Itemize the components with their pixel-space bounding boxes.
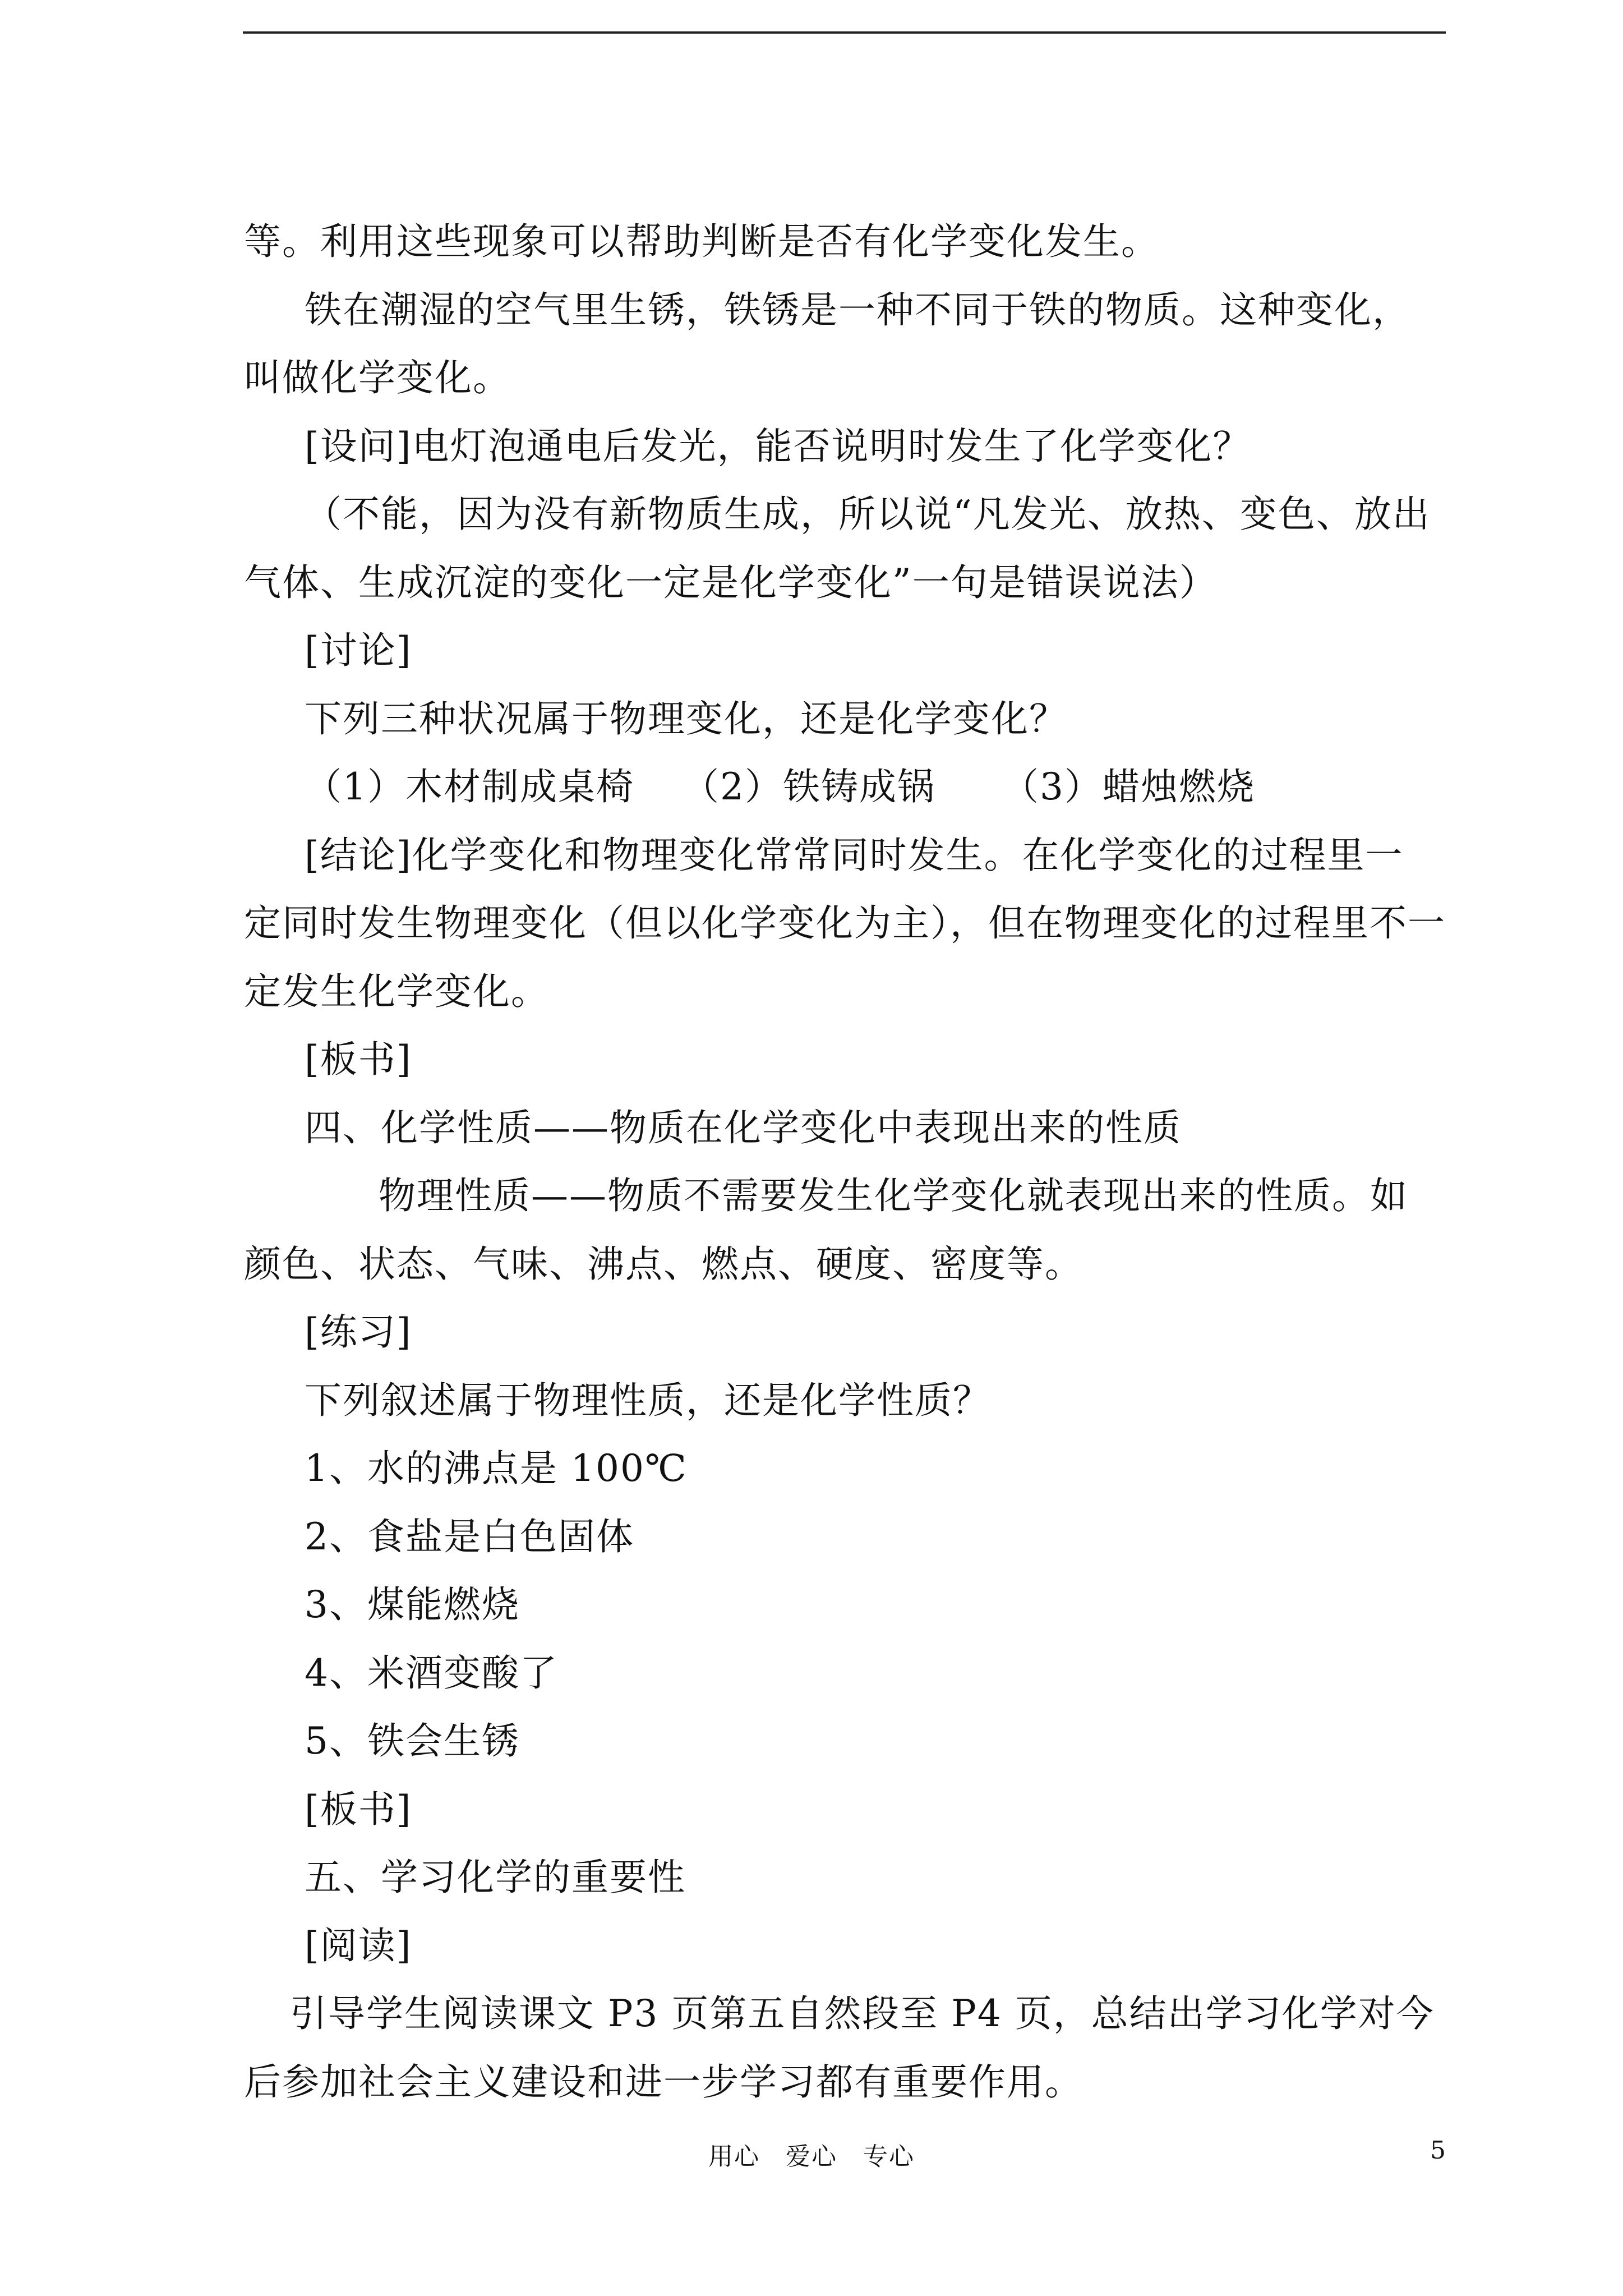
paragraph-line: 叫做化学变化。 — [244, 356, 511, 399]
footer-motto: 用心 爱心 专心 — [708, 2142, 915, 2171]
practice-item: 2、食盐是白色固体 — [305, 1515, 634, 1558]
question-line: [设问]电灯泡通电后发光，能否说明时发生了化学变化？ — [305, 424, 1251, 468]
reading-line: 后参加社会主义建设和进一步学习都有重要作用。 — [244, 2060, 1083, 2104]
header-rule — [243, 31, 1446, 34]
page-number: 5 — [1430, 2136, 1446, 2165]
reading-line: 引导学生阅读课文 P3 页第五自然段至 P4 页，总结出学习化学对今 — [290, 1992, 1435, 2035]
practice-item: 3、煤能燃烧 — [305, 1583, 520, 1626]
section-tag-practice: [练习] — [305, 1310, 412, 1354]
conclusion-line: 定同时发生物理变化（但以化学变化为主），但在物理变化的过程里不一 — [244, 901, 1446, 945]
practice-item: 1、水的沸点是 100℃ — [305, 1447, 688, 1490]
choice-item: （2）铁铸成锅 — [682, 765, 935, 808]
document-body — [244, 208, 1450, 2116]
section-tag-discussion: [讨论] — [305, 629, 412, 672]
choice-list — [244, 753, 1450, 821]
physical-property-line: 颜色、状态、气味、沸点、燃点、硬度、密度等。 — [244, 1242, 1083, 1286]
physical-property-line: 物理性质——物质不需要发生化学变化就表现出来的性质。如 — [379, 1174, 1408, 1217]
section-tag-reading: [阅读] — [305, 1924, 412, 1967]
discussion-question: 下列三种状况属于物理变化，还是化学变化？ — [305, 697, 1067, 740]
conclusion-line: [结论]化学变化和物理变化常常同时发生。在化学变化的过程里一 — [305, 833, 1404, 877]
paragraph-line: 等。利用这些现象可以帮助判断是否有化学变化发生。 — [244, 220, 1159, 263]
section-tag-board: [板书] — [305, 1787, 412, 1831]
practice-item: 4、米酒变酸了 — [305, 1651, 558, 1695]
heading-importance: 五、学习化学的重要性 — [305, 1856, 686, 1899]
heading-chemical-property: 四、化学性质——物质在化学变化中表现出来的性质 — [305, 1106, 1182, 1149]
paragraph-line: 铁在潮湿的空气里生锈，铁锈是一种不同于铁的物质。这种变化， — [305, 288, 1410, 332]
choice-item: （1）木材制成桌椅 — [305, 765, 634, 808]
practice-item: 5、铁会生锈 — [305, 1719, 520, 1763]
answer-line: 气体、生成沉淀的变化一定是化学变化”一句是错误说法） — [244, 560, 1218, 604]
choice-item: （3）蜡烛燃烧 — [1002, 765, 1255, 808]
practice-question: 下列叙述属于物理性质，还是化学性质？ — [305, 1378, 991, 1422]
conclusion-line: 定发生化学变化。 — [244, 969, 549, 1013]
answer-line: （不能，因为没有新物质生成，所以说“凡发光、放热、变色、放出 — [305, 493, 1431, 536]
section-tag-board: [板书] — [305, 1038, 412, 1081]
